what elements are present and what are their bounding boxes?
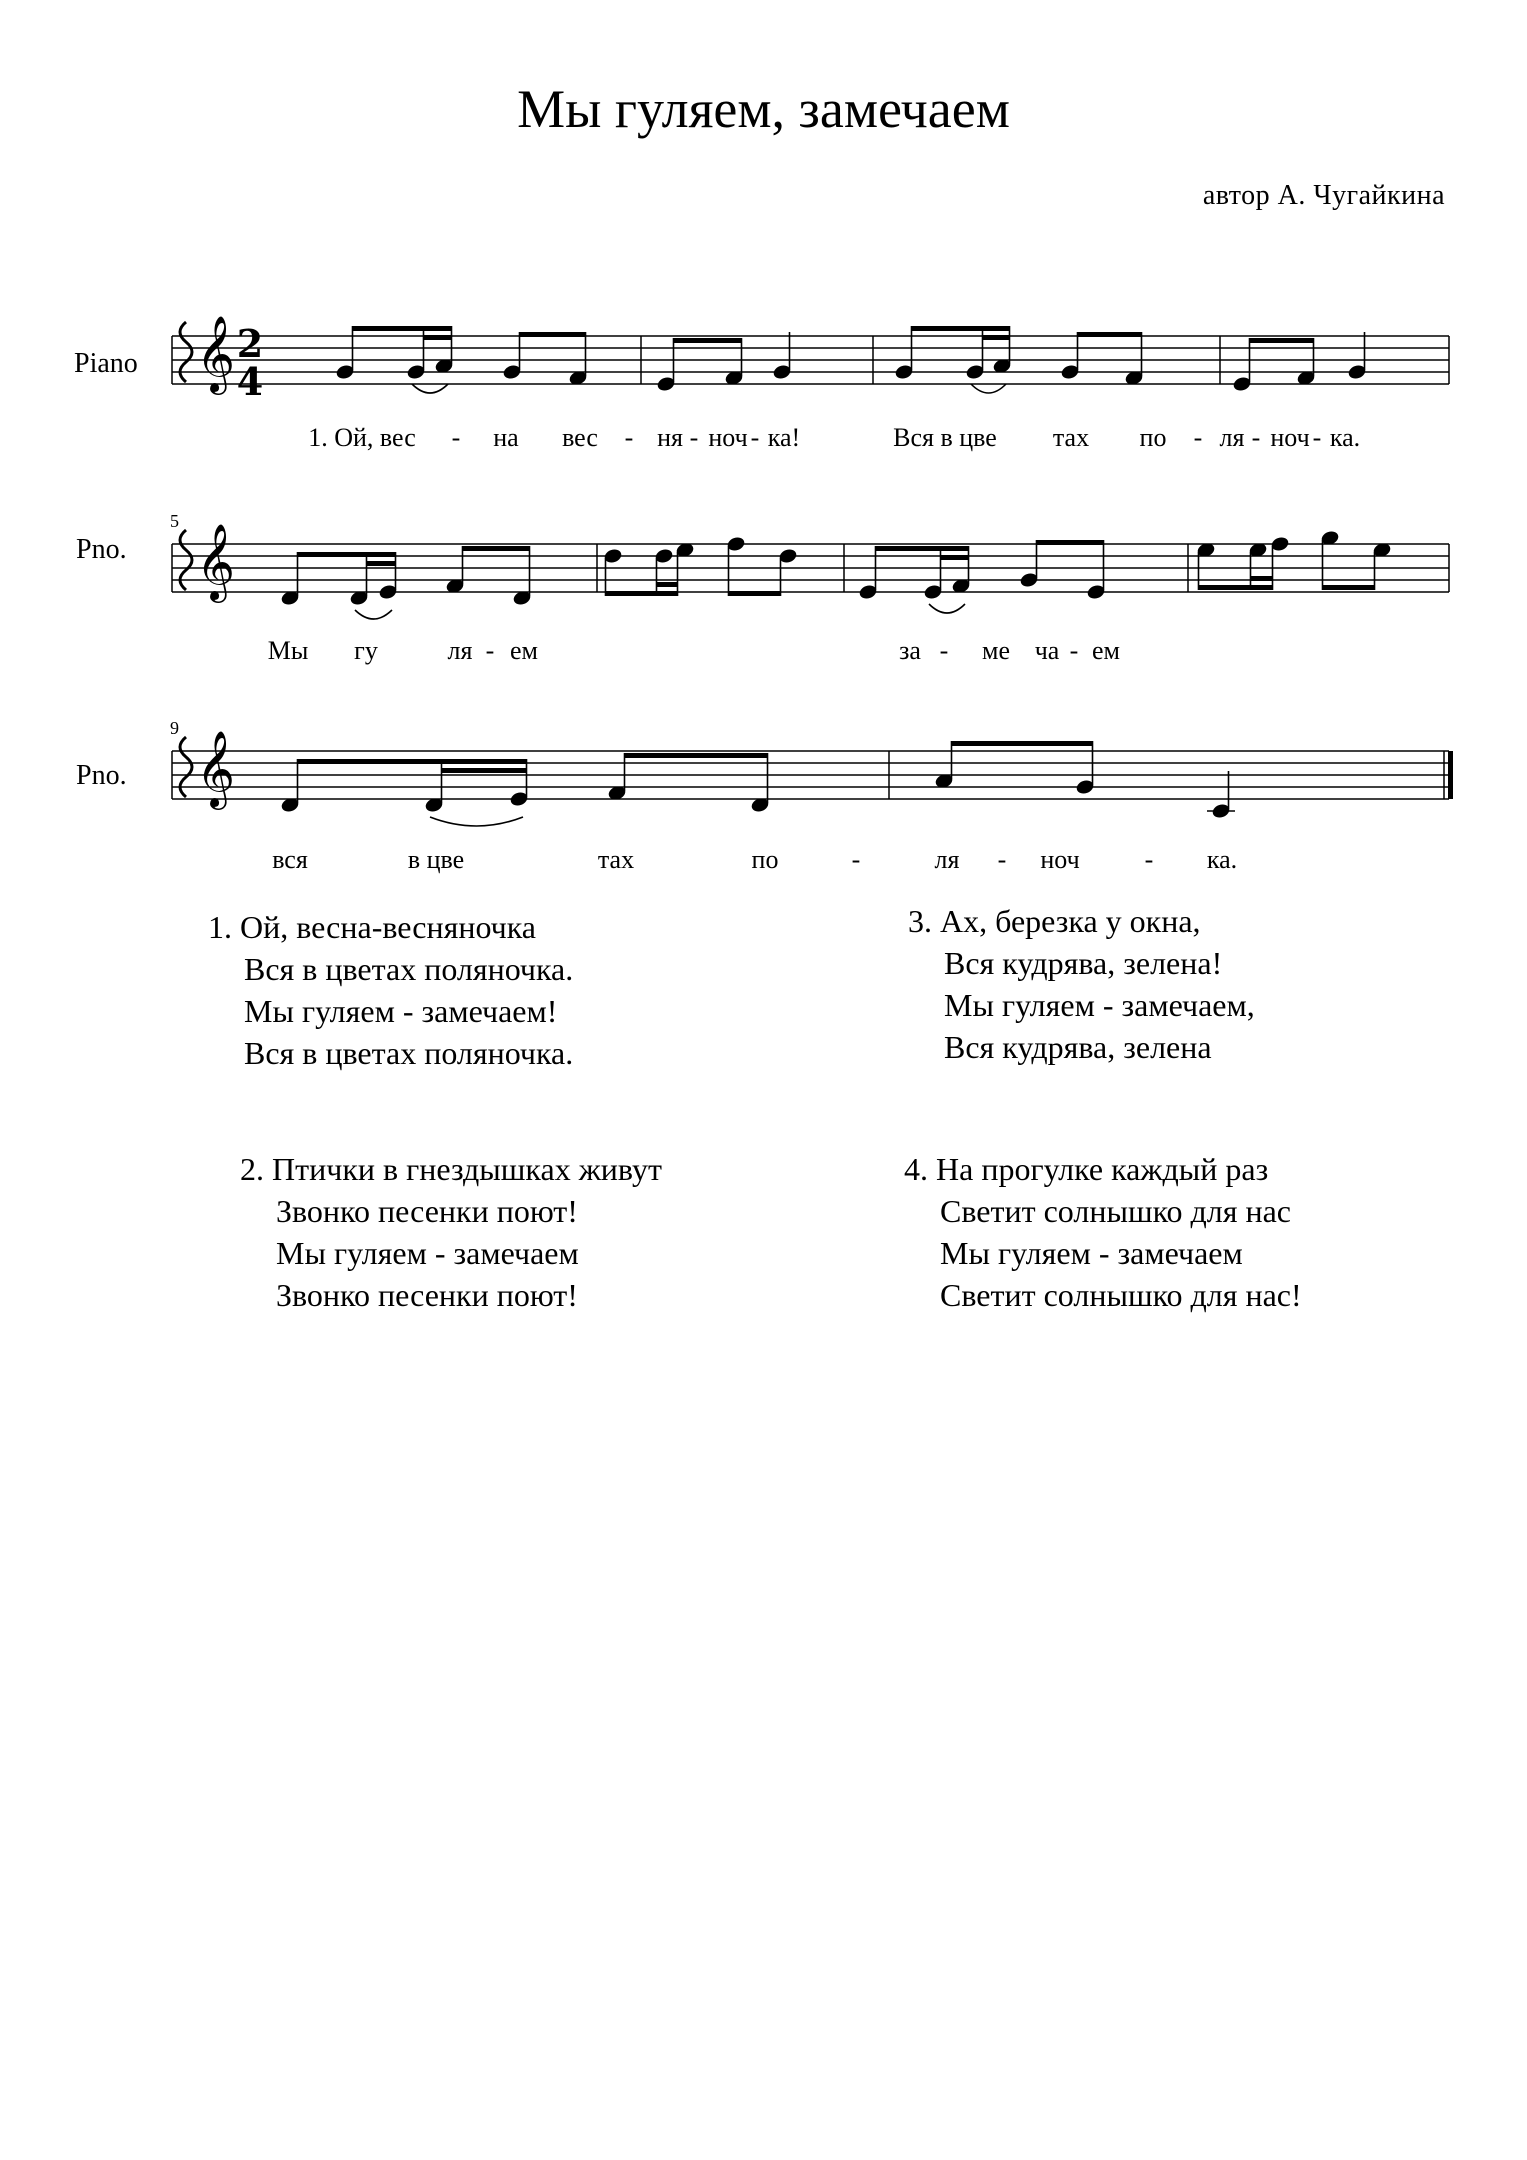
measure-number: 5 <box>170 511 179 531</box>
slur <box>355 610 392 619</box>
system-brace <box>180 530 192 590</box>
lyric-syllable: вес <box>562 423 598 452</box>
verse-line: Звонко песенки поют! <box>276 1193 578 1229</box>
beam <box>606 591 678 596</box>
lyric-syllable: - <box>1251 423 1261 452</box>
beam <box>729 591 781 596</box>
slur <box>412 384 448 393</box>
lyric-syllable: Вся в цве <box>893 423 997 452</box>
lyric-syllable: ем <box>510 636 538 665</box>
lyric-syllable: - <box>485 636 495 665</box>
verse-line: Мы гуляем - замечаем <box>276 1235 579 1271</box>
verse-line: Вся в цветах поляночка. <box>244 1035 574 1071</box>
lyric-syllable: ня <box>657 423 683 452</box>
lyric-syllable: ка. <box>1206 845 1238 874</box>
verse-4 <box>904 1148 1302 1316</box>
beam <box>674 338 742 343</box>
lyric-syllable: вся <box>272 845 308 874</box>
lyric-syllable: на <box>493 423 519 452</box>
lyric-syllable: тах <box>597 845 635 874</box>
lyric-syllable: - <box>689 423 699 452</box>
lyric-syllable: - <box>451 423 461 452</box>
lyric-syllable: ноч <box>1040 845 1080 874</box>
lyric-syllable: - <box>1069 636 1079 665</box>
beam-secondary <box>1251 576 1273 581</box>
lyric-syllable: ноч <box>708 423 748 452</box>
verse-line: 2. Птички в гнездышках живут <box>240 1151 662 1187</box>
beam <box>520 332 586 337</box>
music-score <box>0 0 1527 900</box>
treble-clef-icon: 𝄞 <box>196 523 236 600</box>
beam <box>353 326 452 331</box>
beam-secondary <box>424 335 452 340</box>
lyric-syllable: за <box>899 636 921 665</box>
verse-line: Светит солнышко для нас! <box>940 1277 1302 1313</box>
lyric-syllable: по <box>1139 423 1167 452</box>
verse-line: Вся кудрява, зелена! <box>944 945 1223 981</box>
lyric-syllable: - <box>750 423 760 452</box>
lyric-syllable: - <box>1144 845 1154 874</box>
lyric-syllable: - <box>997 845 1007 874</box>
verse-line: Вся кудрява, зелена <box>944 1029 1212 1065</box>
beam <box>298 759 527 764</box>
beam-secondary <box>442 768 527 773</box>
lyric-syllable: тах <box>1052 423 1090 452</box>
lyric-syllable: ме <box>982 636 1010 665</box>
lyric-syllable: ноч <box>1270 423 1310 452</box>
verse-3 <box>908 900 1255 1068</box>
beam <box>1078 332 1142 337</box>
lyric-syllable: - <box>1312 423 1322 452</box>
beam <box>952 741 1093 746</box>
lyric-syllable: ля <box>447 636 473 665</box>
instrument-label-short: Pno. <box>76 534 127 565</box>
verse-line: Мы гуляем - замечаем! <box>244 993 558 1029</box>
lyric-syllable: ем <box>1092 636 1120 665</box>
lyric-syllable: ка. <box>1329 423 1361 452</box>
system-brace <box>180 737 192 797</box>
time-signature-bottom: 4 <box>236 359 264 404</box>
beam-secondary <box>367 561 396 566</box>
verse-line: 1. Ой, весна-весняночка <box>208 909 536 945</box>
beam <box>912 326 1010 331</box>
verse-line: Звонко песенки поют! <box>276 1277 578 1313</box>
lyric-syllable: - <box>939 636 949 665</box>
composer-credit: автор А. Чугайкина <box>1202 180 1445 211</box>
lyric-syllable: - <box>851 845 861 874</box>
verse-line: 4. На прогулке каждый раз <box>904 1151 1269 1187</box>
lyric-syllable: Мы <box>267 636 309 665</box>
beam-secondary <box>657 582 678 587</box>
lyric-syllable: ля <box>1219 423 1245 452</box>
page-title: Мы гуляем, замечаем <box>517 79 1010 139</box>
verse-line: Светит солнышко для нас <box>940 1193 1291 1229</box>
beam <box>1250 338 1314 343</box>
lyric-syllable: ля <box>934 845 960 874</box>
instrument-label: Piano <box>74 348 138 379</box>
beam <box>1199 585 1273 590</box>
instrument-label-short: Pno. <box>76 760 127 791</box>
beam <box>463 546 530 551</box>
verse-line: Вся в цветах поляночка. <box>244 951 574 987</box>
final-barline-thick <box>1448 751 1453 799</box>
verse-line: 3. Ах, березка у окна, <box>908 903 1201 939</box>
treble-clef-icon: 𝄞 <box>196 730 236 807</box>
beam <box>1323 585 1375 590</box>
lyric-syllable: по <box>751 845 779 874</box>
beam <box>876 546 969 551</box>
lyric-syllable: в цве <box>407 845 465 874</box>
verse-line: Мы гуляем - замечаем, <box>944 987 1255 1023</box>
verse-1 <box>208 906 573 1074</box>
slur <box>430 817 523 826</box>
lyric-syllable: - <box>1193 423 1203 452</box>
slur <box>971 384 1006 393</box>
slur <box>929 604 965 613</box>
system-brace <box>180 322 192 382</box>
measure-number: 9 <box>170 718 179 738</box>
beam <box>1037 540 1104 545</box>
beam <box>298 552 396 557</box>
lyric-syllable: ча <box>1034 636 1060 665</box>
lyric-syllable: ка! <box>767 423 801 452</box>
beam <box>625 753 768 758</box>
time-signature-top: 2 <box>236 321 264 366</box>
beam-secondary <box>941 555 969 560</box>
lyric-syllable: 1. Ой, вес <box>308 423 416 452</box>
beam-secondary <box>983 335 1010 340</box>
verse-line: Мы гуляем - замечаем <box>940 1235 1243 1271</box>
lyric-syllable: - <box>624 423 634 452</box>
treble-clef-icon: 𝄞 <box>196 315 236 392</box>
lyric-syllable: гу <box>354 636 378 665</box>
verse-2 <box>240 1148 662 1316</box>
